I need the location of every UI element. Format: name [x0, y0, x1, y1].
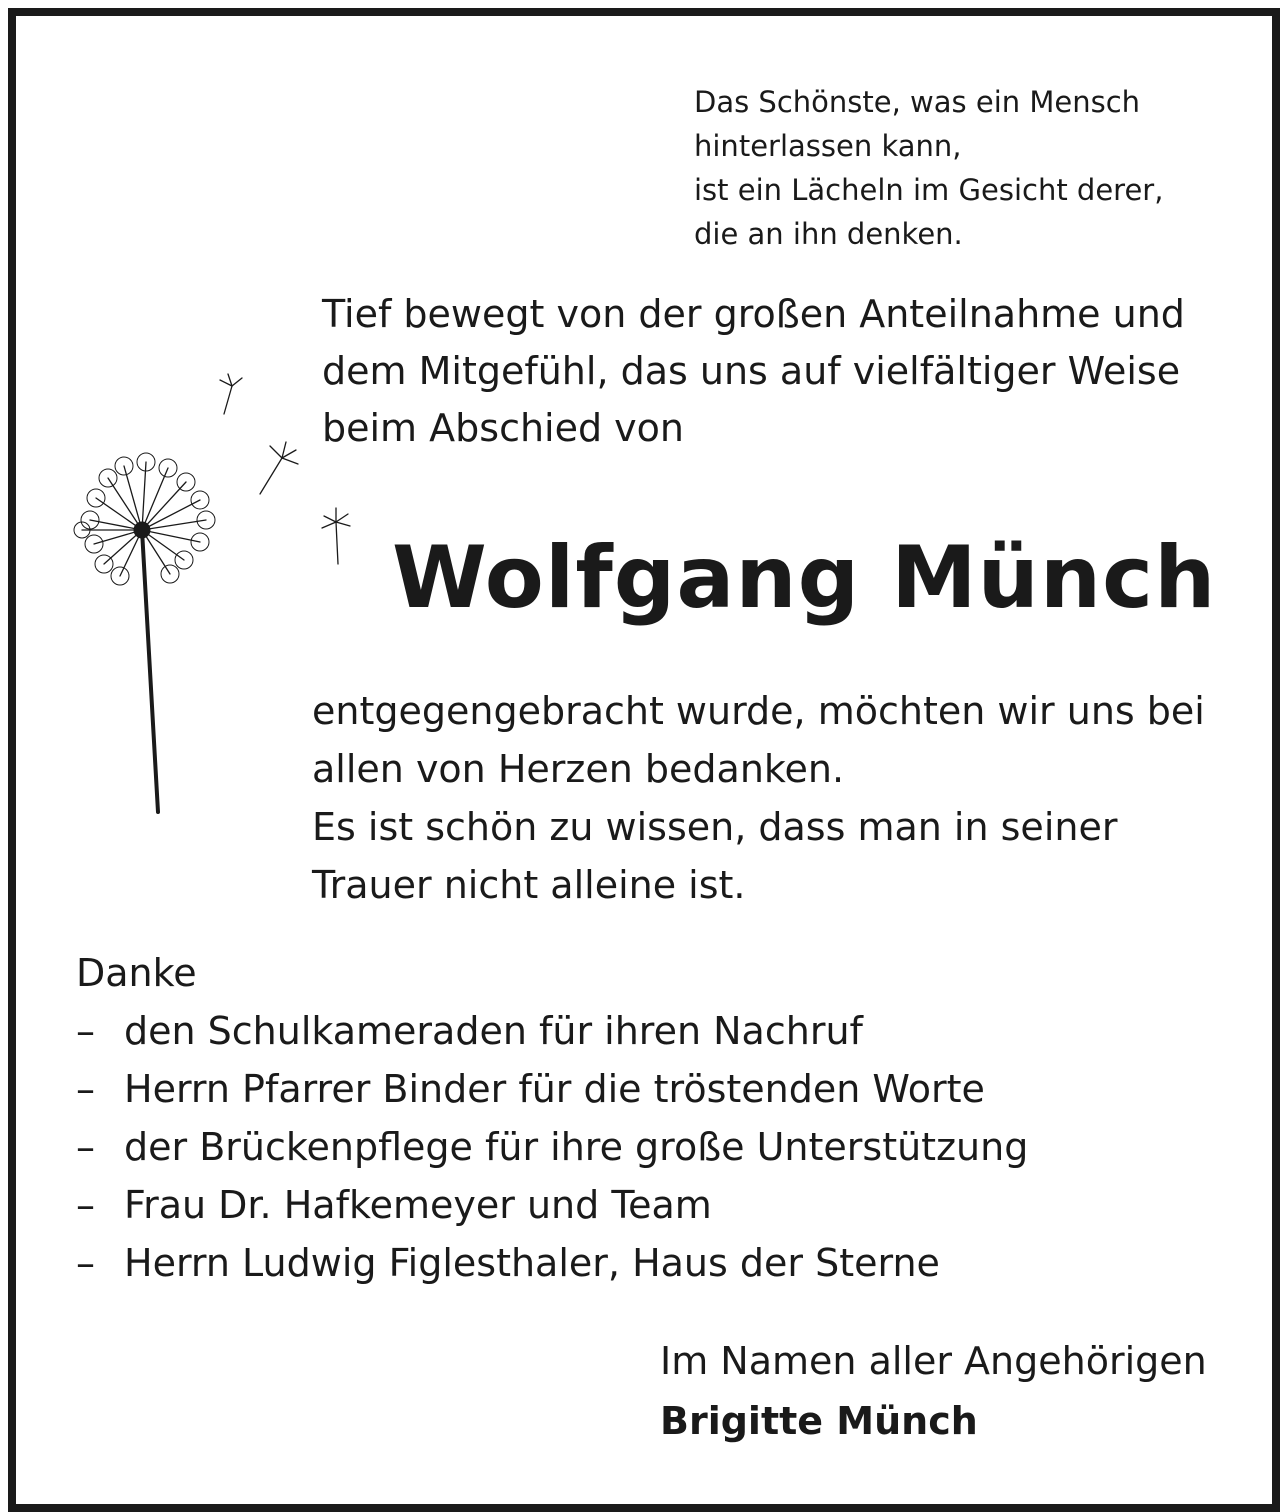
epigraph [694, 80, 1163, 256]
thanks-text-line: allen von Herzen bedanken. [312, 747, 845, 791]
thanks-text-line: Es ist schön zu wissen, dass man in seiner [312, 805, 1118, 849]
dash-bullet: – [76, 1241, 95, 1285]
list-item [76, 1176, 1028, 1234]
list-item [76, 1118, 1028, 1176]
epigraph-line: die an ihn denken. [694, 217, 963, 251]
list-item-text: Herrn Pfarrer Binder für die tröstenden Worte [124, 1067, 985, 1111]
thanks-text-line: entgegengebracht wurde, möchten wir uns bei [312, 689, 1205, 733]
list-item-text: der Brückenpflege für ihre große Unterstützung [124, 1125, 1029, 1169]
closing-line: Im Namen aller Angehörigen [660, 1339, 1207, 1383]
dash-bullet: – [76, 1009, 95, 1053]
thanks-text-line: Trauer nicht alleine ist. [312, 863, 746, 907]
thanks-list [76, 1002, 1028, 1292]
list-item [76, 1002, 1028, 1060]
thanks-heading: Danke [76, 951, 197, 995]
list-item-text: den Schulkameraden für ihren Nachruf [124, 1009, 863, 1053]
intro-line: dem Mitgefühl, das uns auf vielfältiger Weise [322, 349, 1181, 393]
intro-line: Tief bewegt von der großen Anteilnahme und [322, 292, 1185, 336]
list-item-text: Frau Dr. Hafkemeyer und Team [124, 1183, 712, 1227]
dandelion-seed-icon [250, 470, 380, 600]
epigraph-line: Das Schönste, was ein Mensch [694, 85, 1141, 119]
dash-bullet: – [76, 1067, 95, 1111]
list-item [76, 1060, 1028, 1118]
dash-bullet: – [76, 1183, 95, 1227]
epigraph-line: hinterlassen kann, [694, 129, 962, 163]
intro-text [322, 286, 1185, 457]
dash-bullet: – [76, 1125, 95, 1169]
list-item-text: Herrn Ludwig Figlesthaler, Haus der Sterne [124, 1241, 940, 1285]
deceased-name: Wolfgang Münch [392, 528, 1217, 628]
signer-name: Brigitte Münch [660, 1399, 978, 1443]
list-item [76, 1234, 1028, 1292]
epigraph-line: ist ein Lächeln im Gesicht derer, [694, 173, 1164, 207]
thanks-text [312, 682, 1205, 914]
intro-line: beim Abschied von [322, 406, 685, 450]
